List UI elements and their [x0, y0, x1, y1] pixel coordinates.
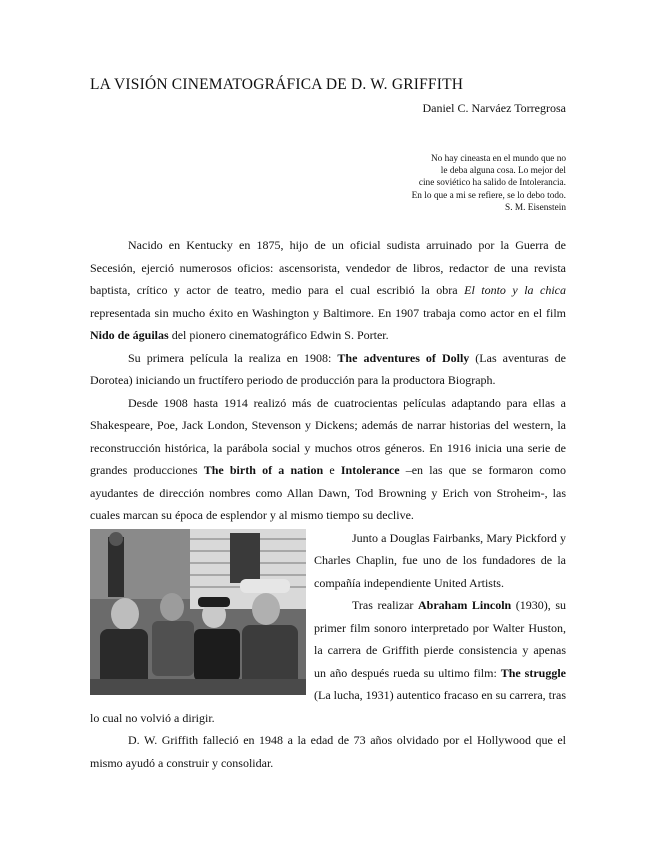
text: Junto a Douglas Fairbanks, Mary Pickford y Charles Chaplin, fue uno de los fundadores de la compañía independiente United Artists. [314, 530, 566, 590]
paragraph-1 [90, 234, 566, 347]
text: –en las que se formaron como ayudantes de dirección nombres como Allan Dawn, Tod Browning y Erich von Stroheim-, las cuales marcan su época de esplendor y al mismo tiempo su declive. [90, 463, 566, 522]
film-title: The struggle [500, 665, 566, 680]
text: (Las aventuras de Dorotea) iniciando un fructífero periodo de producción para la productora Biograph. [90, 350, 566, 387]
text: e [323, 463, 341, 477]
epigraph-line: En lo que a mi se refiere, se lo debo todo. [411, 190, 566, 201]
text: D. W. Griffith falleció en 1948 a la edad de 73 años olvidado por el Hollywood que el mismo ayudó a construir y consolidar. [90, 733, 566, 770]
text: del pionero cinematográfico Edwin S. Porter. [168, 328, 389, 342]
epigraph-line: le deba alguna cosa. Lo mejor del [440, 166, 566, 177]
text: Su primera película la realiza en 1908: [128, 350, 338, 365]
film-title: Nido de águilas [90, 328, 169, 342]
film-title: The adventures of Dolly [337, 350, 470, 365]
text: Desde 1908 hasta 1914 realizó más de cuatrocientas películas adaptando para ellas a Shakespeare, Poe, Jack London, Stevenson y Dickens; además de narrar historias del western, la reconstrucción histórica, la parábola social y muchos otros géneros. En 1916 inicia una serie de grandes producciones [90, 395, 566, 477]
text: representada sin mucho éxito en Washington y Baltimore. En 1907 trabaja como actor en el film [90, 305, 566, 320]
epigraph-line: No hay cineasta en el mundo que no [430, 154, 566, 164]
film-title: Abraham Lincoln [417, 598, 512, 612]
historical-photo [90, 529, 306, 695]
text: (1930), su primer film sonoro interpretado por Walter Huston, la carrera de Griffith pierde consistencia y apenas un año después rueda su ultimo film: [314, 598, 567, 680]
paragraph-6 [90, 729, 566, 774]
document-title: LA VISIÓN CINEMATOGRÁFICA DE D. W. GRIFFITH [90, 76, 464, 93]
epigraph-attribution: S. M. Eisenstein [505, 202, 566, 213]
text: Tras realizar [352, 598, 418, 612]
epigraph-quote [326, 153, 566, 214]
text: Nacido en Kentucky en 1875, hijo de un oficial sudista arruinado por la Guerra de Secesión, ejerció numerosos oficios: ascensorista, vendedor de libros, redactor de una revista baptista, crítico y actor de teatro, medio para el cual escribió la obra [90, 238, 566, 297]
film-title: Intolerance [340, 463, 400, 477]
epigraph-line: cine soviético ha salido de Intolerancia. [418, 178, 566, 189]
article-body [90, 234, 566, 774]
film-title: The birth of a nation [203, 463, 324, 477]
paragraph-3 [90, 392, 566, 527]
paragraph-2 [90, 347, 566, 392]
italic-title: El tonto y la chica [464, 283, 567, 297]
author-name: Daniel C. Narváez Torregrosa [422, 101, 566, 115]
text: (La lucha, 1931) autentico fracaso en su carrera, tras lo cual no volvió a dirigir. [90, 688, 566, 725]
